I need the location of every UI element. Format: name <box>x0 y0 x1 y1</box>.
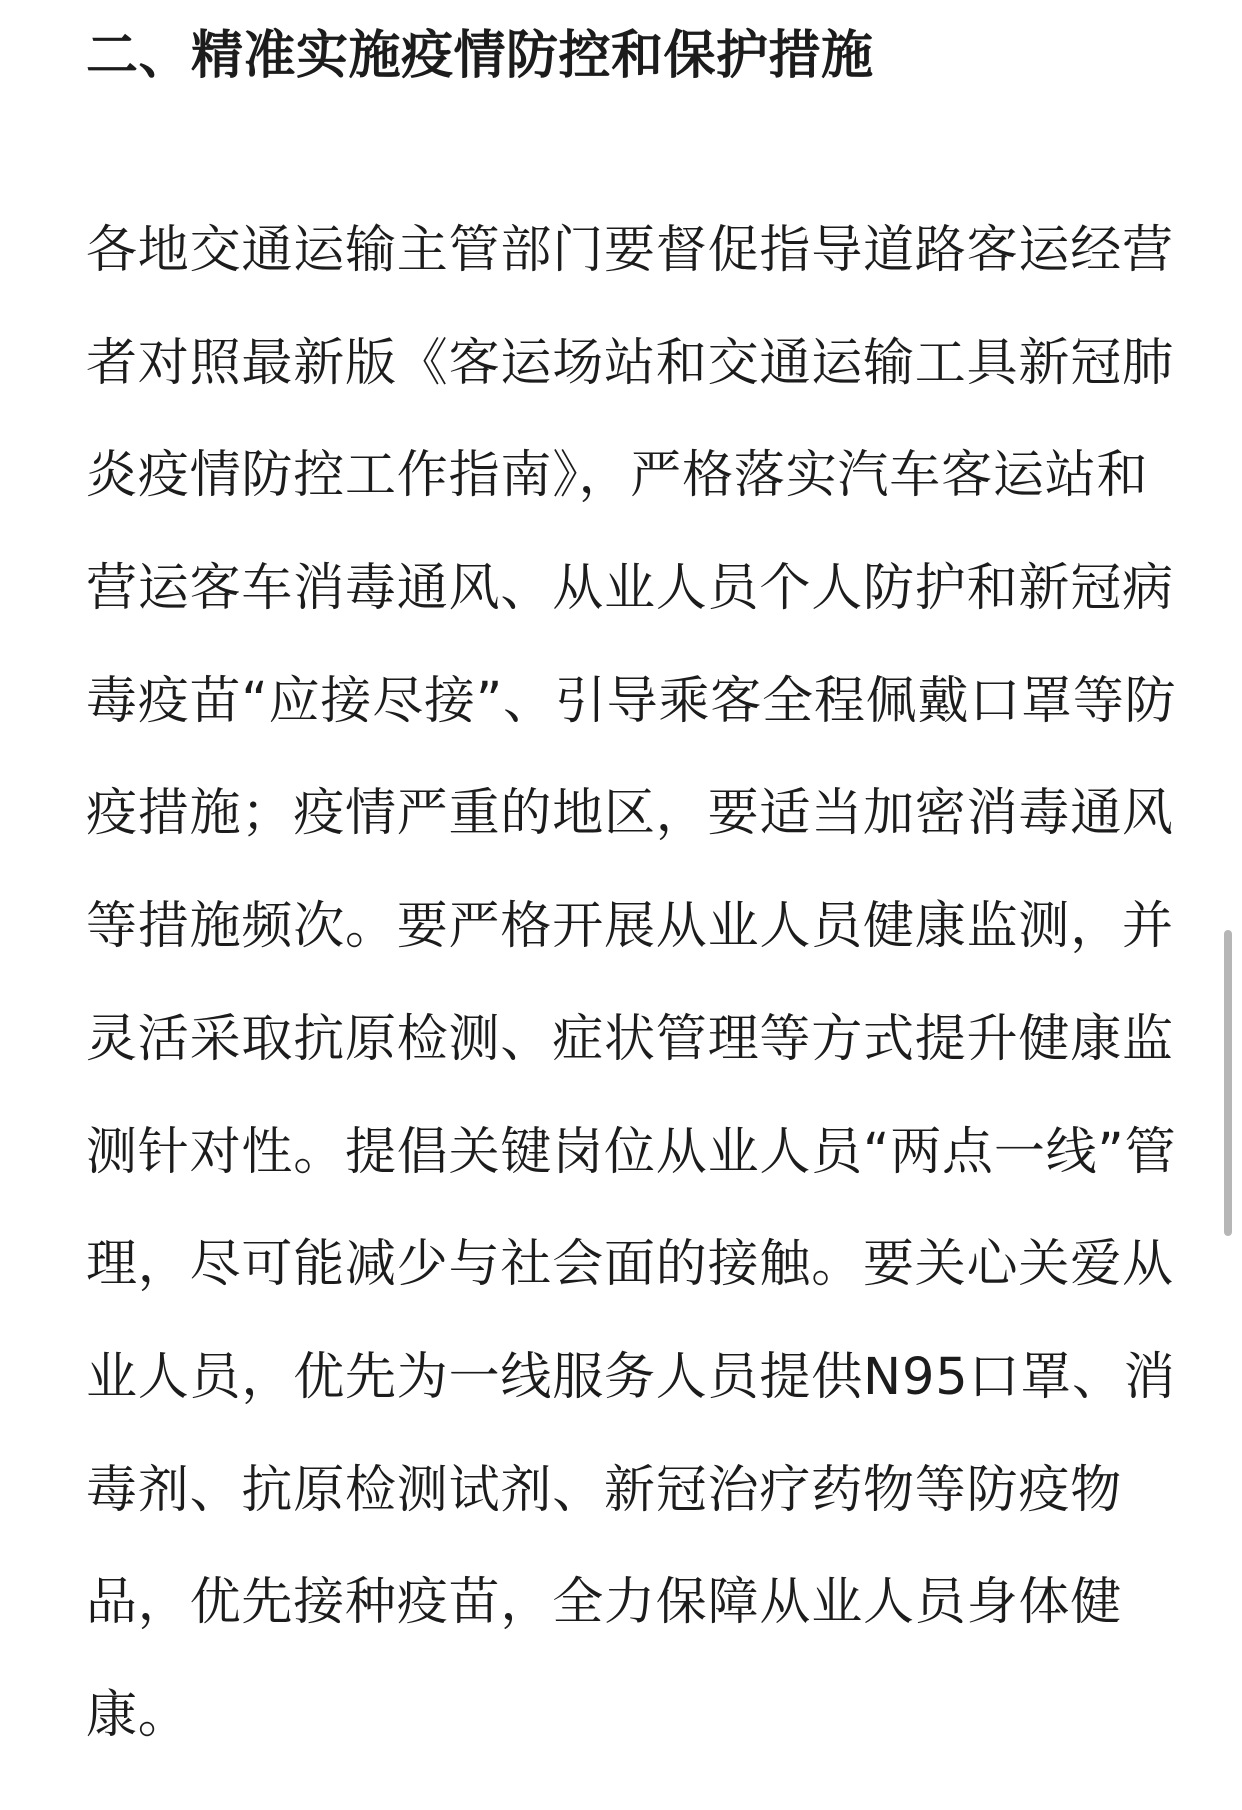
paragraph-line: 疫措施；疫情严重的地区，要适当加密消毒通风 <box>86 784 1174 844</box>
paragraph-line: 灵活采取抗原检测、症状管理等方式提升健康监 <box>86 1009 1174 1069</box>
paragraph-line: 者对照最新版《客运场站和交通运输工具新冠肺 <box>86 333 1174 393</box>
section-title: 二、精准实施疫情防控和保护措施 <box>86 26 874 86</box>
paragraph-line: 营运客车消毒通风、从业人员个人防护和新冠病 <box>86 559 1174 619</box>
article-paragraph <box>86 195 1177 1773</box>
vertical-scrollbar[interactable] <box>1224 930 1232 1236</box>
paragraph-line: 品，优先接种疫苗，全力保障从业人员身体健 <box>86 1573 1123 1633</box>
article <box>86 0 1177 1745</box>
paragraph-line: 炎疫情防控工作指南》，严格落实汽车客运站和 <box>86 446 1149 506</box>
paragraph-line: 理，尽可能减少与社会面的接触。要关心关爱从 <box>86 1235 1174 1295</box>
paragraph-line: 等措施频次。要严格开展从业人员健康监测，并 <box>86 897 1174 957</box>
paragraph-line: 毒疫苗“应接尽接”、引导乘客全程佩戴口罩等防 <box>86 671 1177 731</box>
paragraph-line: 业人员，优先为一线服务人员提供N95口罩、消 <box>86 1347 1176 1407</box>
paragraph-line: 各地交通运输主管部门要督促指导道路客运经营 <box>86 221 1174 280</box>
paragraph-line: 康。 <box>86 1685 190 1745</box>
paragraph-line: 测针对性。提倡关键岗位从业人员“两点一线”管 <box>86 1122 1177 1182</box>
paragraph-line: 毒剂、抗原检测试剂、新冠治疗药物等防疫物 <box>86 1460 1123 1520</box>
